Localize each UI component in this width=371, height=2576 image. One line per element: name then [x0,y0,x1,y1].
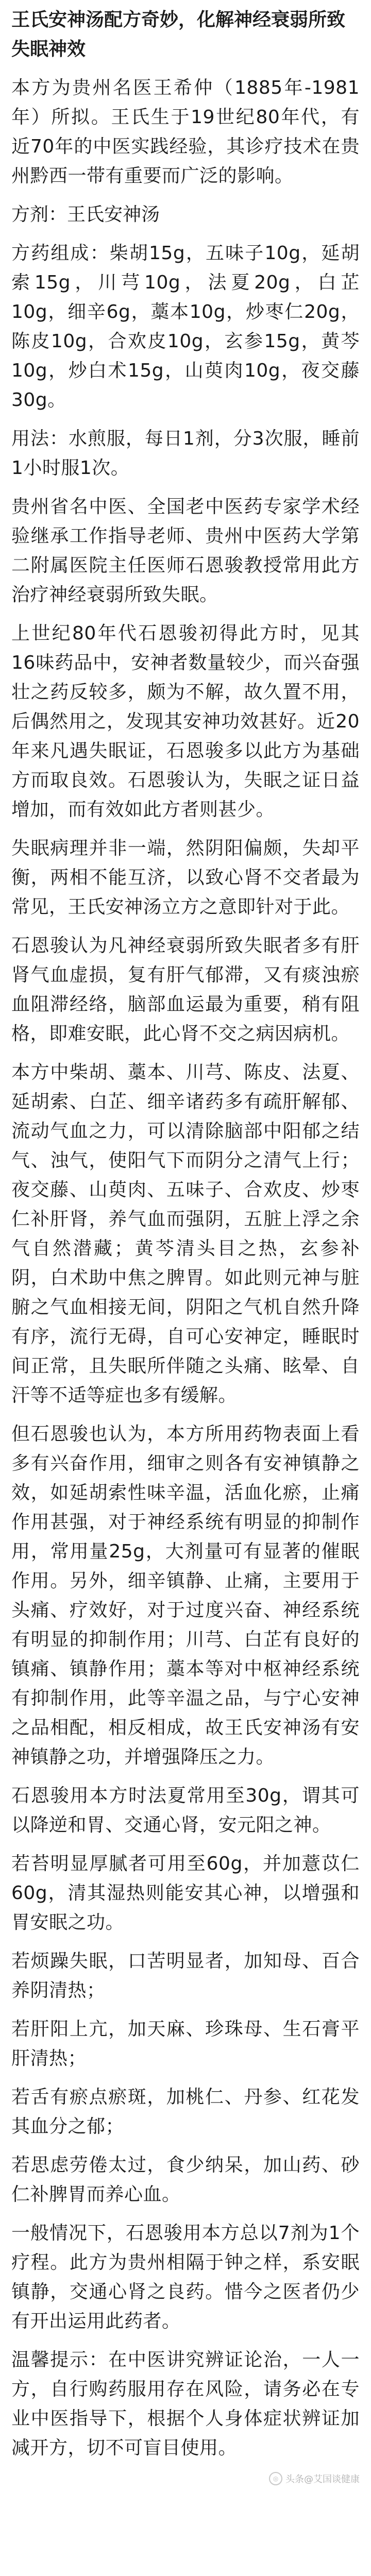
intro-paragraph: 本方为贵州名医王希仲（1885年-1981年）所拟。王氏生于19世纪80年代，有近70年的中医实践经验，其诊疗技术在贵州黔西一带有重要而广泛的影响。 [11,77,360,187]
composition-paragraph: 方药组成：柴胡15g，五味子10g，延胡索15g，川芎10g，法夏20g，白芷10g，细辛6g，藁本10g，炒枣仁20g，陈皮10g，合欢皮10g，玄参15g，黄芩10g，炒白术15g，山萸肉10g，夜交藤30g。 [11,243,360,411]
formula-name: 方剂：王氏安神汤 [11,204,160,225]
analysis-paragraph-2: 本方中柴胡、藁本、川芎、陈皮、法夏、延胡索、白芷、细辛诸药多有疏肝解郁、流动气血之力，可以清除脑部中阳郁之结气、浊气，使阳气下而阴分之清气上行；夜交藤、山萸肉、五味子、合欢皮、炒枣仁补肝肾，养气血而强阴，五脏上浮之余气自然潜藏；黄芩清头目之热，玄参补阴，白术助中焦之脾胃。如此则元神与脏腑之气血相接无间，阴阳之气机自然升降有序，流行无碍，自可心安神定，睡眠时间正常，且失眠所伴随之头痛、眩晕、自汗等不适等症也多有缓解。 [11,1062,360,1406]
watermark-text: 头条@艾国谈健康 [285,2474,360,2485]
modification-item-2: 若肝阳上亢，加天麻、珍珠母、生石膏平肝清热； [11,2019,360,2069]
modification-item-4: 若思虑劳倦太过，食少纳呆，加山药、砂仁补脾胃而养心血。 [11,2155,360,2205]
modification-item-1: 若烦躁失眠，口苦明显者，加知母、百合养阴清热； [11,1951,360,2001]
analysis-paragraph-3: 但石恩骏也认为，本方所用药物表面上看多有兴奋作用，细审之则各有安神镇静之效，如延胡索性味辛温，活血化瘀，止痛作用甚强，对于神经系统有明显的抑制作用，常用量25g，大剂量可有显著的催眠作用。另外，细辛镇静、止痛，主要用于头痛、疗效好，对于过度兴奋、神经系统有明显的抑制作用；川芎、白芷有良好的镇痛、镇静作用；藁本等对中枢神经系统有抑制作用，此等辛温之品，与宁心安神之品相配，相反相成，故王氏安神汤有安神镇静之功，并增强降压之力。 [11,1423,360,1768]
history-paragraph: 上世纪80年代石恩骏初得此方时，见其16味药品中，安神者数量较少，而兴奋强壮之药反较多，颇为不解，故久置不用，后偶然用之，发现其安神功效甚好。近20年来凡遇失眠证，石恩骏多以此方为基础方而取良效。石恩骏认为，失眠之证日益增加，而有效如此方者则甚少。 [11,623,360,820]
modification-item-3: 若舌有瘀点瘀斑，加桃仁、丹参、红花发其血分之郁； [11,2087,360,2137]
dosage-note-paragraph: 石恩骏用本方时法夏常用至30g，谓其可以降逆和胃、交通心肾，安元阳之神。 [11,1785,360,1836]
warning-paragraph: 温馨提示：在中医讲究辨证论治，一人一方，自行购药服用存在风险，请务必在专业中医指导下，根据个人身体症状辨证加减开方，切不可盲目使用。 [11,2349,360,2459]
modification-intro: 若苔明显厚腻者可用至60g，并加薏苡仁60g，清其湿热则能安其心神，以增强和胃安眠之功。 [11,1853,360,1933]
closing-paragraph: 一般情况下，石恩骏用本方总以7剂为1个疗程。此方为贵州相隔于钟之样，系安眠镇静，交通心肾之良药。惜今之医者仍少有开出运用此药者。 [11,2223,360,2332]
watermark-logo-icon: ◎ [269,2472,282,2485]
analysis-paragraph-1: 石恩骏认为凡神经衰弱所致失眠者多有肝肾气血虚损，复有肝气郁滞，又有痰浊瘀血阻滞经络，脑部血运最为重要，稍有阻格，即难安眠，此心肾不交之病因病机。 [11,935,360,1044]
source-paragraph: 贵州省名中医、全国老中医药专家学术经验继承工作指导老师、贵州中医药大学第二附属医院主任医师石恩骏教授常用此方治疗神经衰弱所致失眠。 [11,496,360,605]
article-title: 王氏安神汤配方奇妙，化解神经衰弱所致失眠神效 [11,9,346,60]
usage-paragraph: 用法：水煎服，每日1剂，分3次服，睡前1小时服1次。 [11,428,360,479]
watermark [11,2472,360,2485]
pathology-paragraph: 失眠病理并非一端，然阴阳偏颇，失却平衡，两相不能互济，以致心肾不交者最为常见，王氏安神汤立方之意即针对于此。 [11,838,360,918]
